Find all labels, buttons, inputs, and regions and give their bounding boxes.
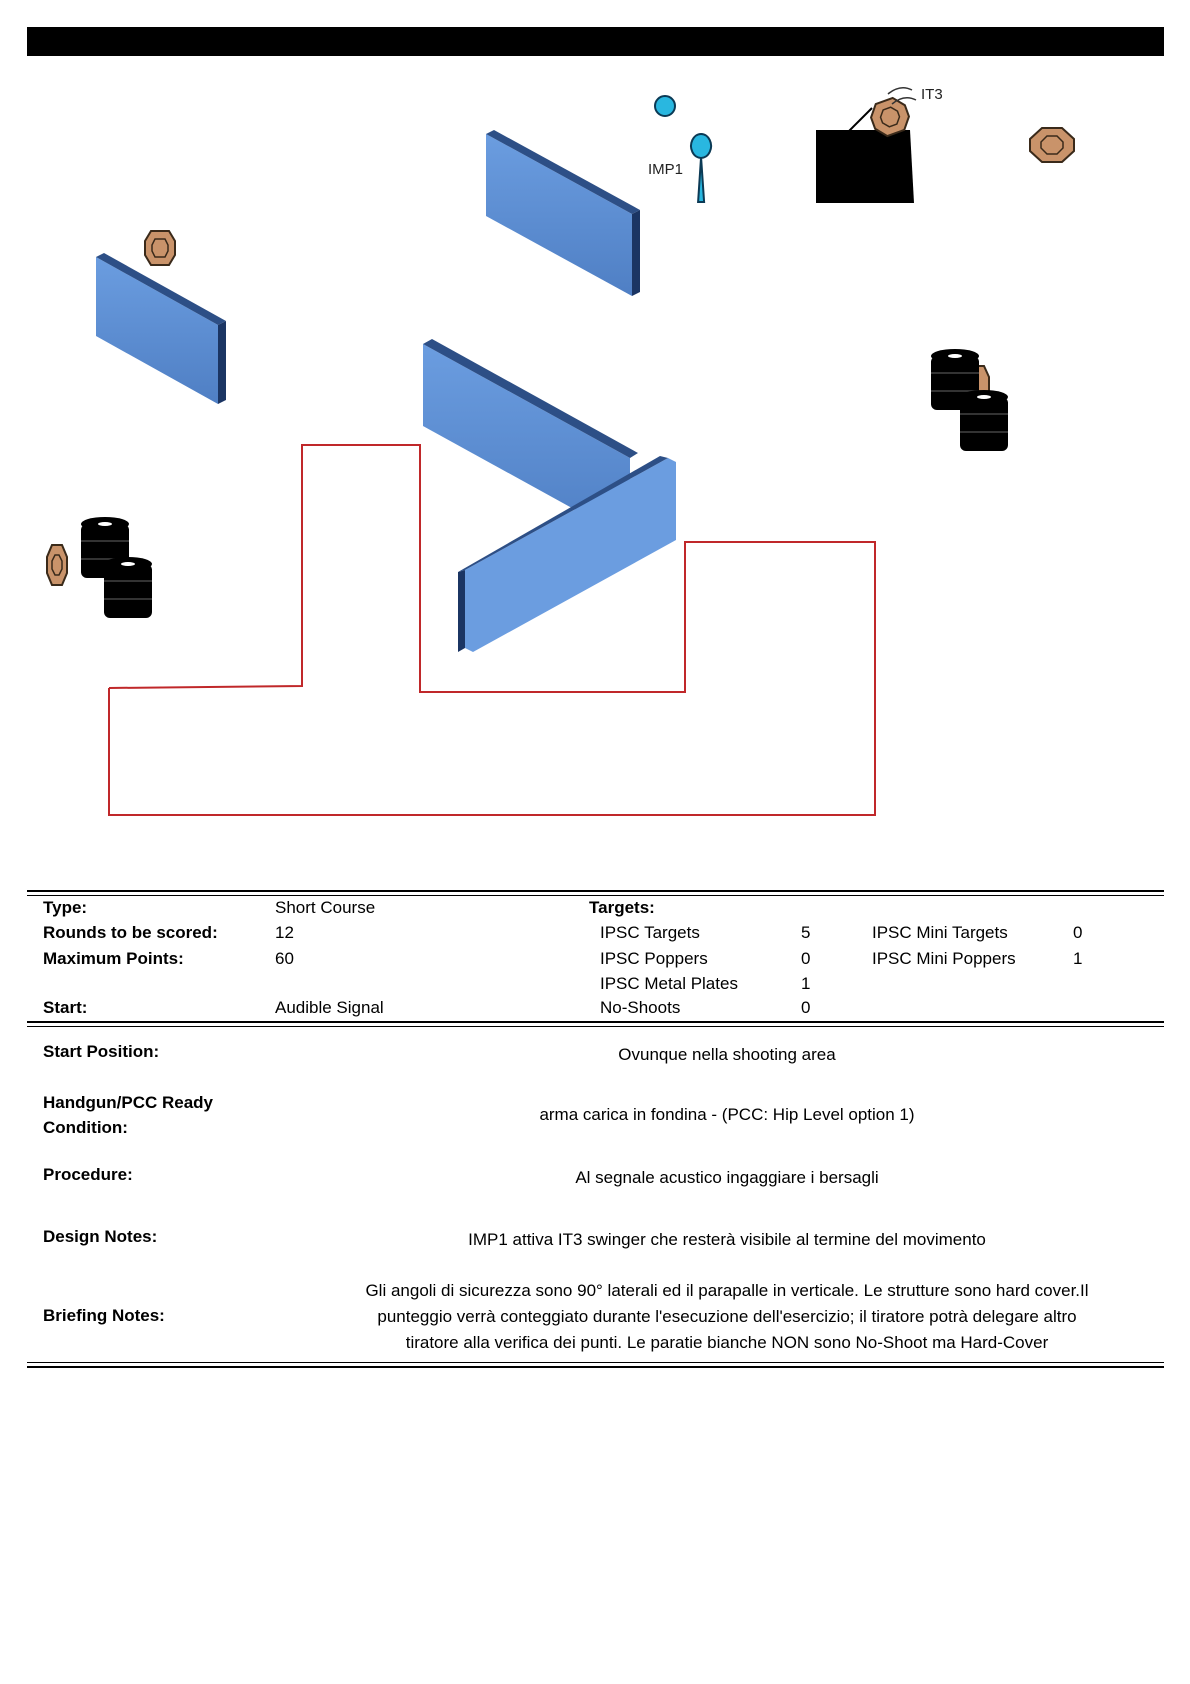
type-value: Short Course (275, 898, 376, 917)
design-notes-label: Design Notes: (43, 1227, 158, 1246)
wall-left (96, 253, 226, 404)
stage-diagram (0, 56, 1190, 876)
target-name: IPSC Metal Plates (600, 974, 738, 993)
target-count: 1 (801, 974, 811, 993)
mini-target-name: IPSC Mini Targets (872, 923, 1008, 942)
briefing-notes-value (262, 1278, 1190, 1356)
mini-target-count: 1 (1073, 949, 1083, 968)
briefing-line: tiratore alla verifica dei punti. Le paratie bianche NON sono No-Shoot ma Hard-Cover (405, 1333, 1049, 1352)
imp1-label: IMP1 (648, 161, 684, 178)
max-points-value: 60 (275, 949, 294, 968)
ipsc-target-left-upper (145, 231, 175, 265)
target-name: No-Shoots (600, 998, 681, 1017)
rounds-label: Rounds to be scored: (43, 923, 218, 942)
imp1-mini-popper (648, 96, 711, 202)
wall-top-center (486, 130, 640, 296)
rule-top-1 (27, 890, 1164, 892)
stage-info-table (27, 898, 1164, 1018)
start-position-label: Start Position: (43, 1042, 160, 1061)
design-notes-row (27, 1227, 1164, 1257)
stage-diagram-svg (0, 56, 1190, 876)
start-value: Audible Signal (275, 998, 384, 1017)
targets-label: Targets: (589, 898, 655, 917)
briefing-line: punteggio verrà conteggiato durante l'esecuzione dell'esercizio; il tiratore potrà delegare altro (377, 1307, 1077, 1326)
ipsc-target-right (1030, 128, 1074, 162)
briefing-notes-row (27, 1278, 1164, 1358)
target-count: 0 (801, 949, 811, 968)
it3-swinger (816, 86, 943, 203)
ready-condition-row (27, 1090, 1164, 1144)
procedure-value: Al segnale acustico ingaggiare i bersagli (575, 1168, 879, 1187)
rule-mid-1 (27, 1021, 1164, 1023)
stage-title-bar (27, 27, 1164, 56)
rule-bottom-2 (27, 1366, 1164, 1368)
ipsc-target-left-lower (47, 545, 67, 585)
target-count: 5 (801, 923, 811, 942)
start-position-row (27, 1042, 1164, 1072)
briefing-notes-label: Briefing Notes: (43, 1306, 165, 1325)
barrels-right (931, 349, 1008, 451)
target-name: IPSC Targets (600, 923, 700, 942)
start-position-value: Ovunque nella shooting area (618, 1045, 836, 1064)
ready-condition-label-line2: Condition: (43, 1118, 128, 1137)
max-points-label: Maximum Points: (43, 949, 184, 968)
procedure-label: Procedure: (43, 1165, 133, 1184)
rule-mid-2 (27, 1026, 1164, 1027)
rounds-value: 12 (275, 923, 294, 942)
briefing-line: Gli angoli di sicurezza sono 90° laterali ed il parapalle in verticale. Le strutture sono hard cover.Il (365, 1281, 1089, 1300)
rule-bottom-1 (27, 1362, 1164, 1363)
start-label: Start: (43, 998, 88, 1017)
rule-top-2 (27, 895, 1164, 896)
target-count: 0 (801, 998, 811, 1017)
ready-condition-value: arma carica in fondina - (PCC: Hip Level option 1) (539, 1105, 915, 1124)
procedure-row (27, 1165, 1164, 1195)
mini-target-count: 0 (1073, 923, 1083, 942)
it3-label: IT3 (921, 86, 943, 103)
ready-condition-label-line1: Handgun/PCC Ready (43, 1093, 214, 1112)
barrels-left (81, 517, 152, 618)
ready-condition-label (43, 1090, 213, 1140)
target-name: IPSC Poppers (600, 949, 708, 968)
mini-target-name: IPSC Mini Poppers (872, 949, 1016, 968)
type-label: Type: (43, 898, 88, 917)
design-notes-value: IMP1 attiva IT3 swinger che resterà visibile al termine del movimento (468, 1230, 986, 1249)
